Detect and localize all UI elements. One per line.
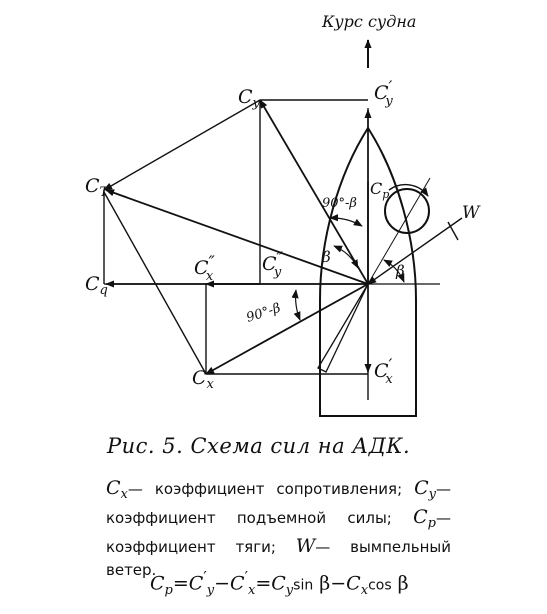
label-cy-prime: C′ y	[374, 78, 393, 109]
label-w: W	[462, 203, 480, 223]
label-beta-right: β	[396, 262, 405, 280]
label-cx: $C_x$	[192, 367, 214, 392]
cx-to-ct-line	[104, 192, 206, 374]
angle-arc-beta-left	[334, 246, 358, 268]
cy-to-ct-line	[104, 100, 260, 190]
label-cp: $C_p$	[370, 179, 390, 201]
legend	[106, 477, 451, 582]
label-cy: $C_y$	[238, 86, 260, 111]
cx-arrow	[206, 284, 368, 374]
label-cx-prime: C′ x	[374, 356, 393, 387]
label-beta-left: β	[322, 248, 331, 266]
label-cy-dprime: C″ y	[262, 249, 283, 280]
label-cq: $C_q$	[85, 273, 108, 298]
angle-arc-bottom	[296, 290, 300, 320]
legend-cy: $C_y—$ коэффициент подъемной силы;	[106, 477, 451, 527]
label-90-beta-bottom: 90°-β	[244, 300, 283, 326]
legend-cx: $C_x—$ коэффициент сопротивления;	[106, 477, 403, 502]
label-90-beta-top: 90°-β	[322, 196, 357, 211]
legend-cp: $C_p—$ коэффициент тяги;	[106, 506, 451, 556]
label-ct: $C_T$	[85, 175, 109, 200]
thrust-formula: $C_p=C'_y-C'_x=C_y\sin$ $\beta-C_x\cos$ β	[150, 568, 409, 599]
label-cx-dprime: C″ x	[194, 253, 215, 284]
figure-caption: Рис. 5. Схема сил на АДК.	[107, 434, 411, 458]
angle-arc-top	[330, 218, 362, 226]
legend-w: W— вымпельный ветер.	[106, 535, 451, 579]
course-label: Курс судна	[322, 12, 417, 31]
